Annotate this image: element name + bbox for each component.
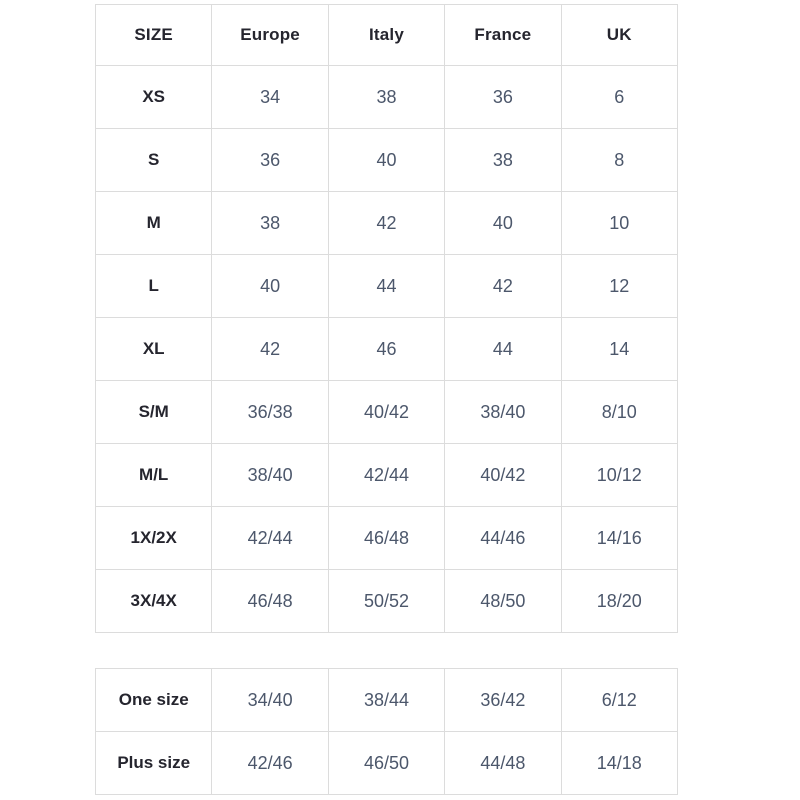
column-header-italy: Italy xyxy=(328,5,444,66)
cell-europe: 40 xyxy=(212,255,328,318)
row-label: M xyxy=(96,192,212,255)
cell-italy: 46 xyxy=(328,318,444,381)
column-header-france: France xyxy=(445,5,561,66)
size-conversion-table xyxy=(95,4,678,633)
cell-europe: 38/40 xyxy=(212,444,328,507)
cell-france: 44/48 xyxy=(445,732,561,795)
table-row-one-size xyxy=(96,669,678,732)
cell-uk: 10 xyxy=(561,192,677,255)
cell-france: 38/40 xyxy=(445,381,561,444)
cell-france: 48/50 xyxy=(445,570,561,633)
row-label: L xyxy=(96,255,212,318)
cell-italy: 46/50 xyxy=(328,732,444,795)
cell-uk: 18/20 xyxy=(561,570,677,633)
cell-uk: 8 xyxy=(561,129,677,192)
table-row-plus-size xyxy=(96,732,678,795)
cell-europe: 36 xyxy=(212,129,328,192)
cell-france: 36/42 xyxy=(445,669,561,732)
cell-france: 38 xyxy=(445,129,561,192)
cell-italy: 50/52 xyxy=(328,570,444,633)
cell-italy: 38 xyxy=(328,66,444,129)
cell-france: 40/42 xyxy=(445,444,561,507)
table-row-m-l xyxy=(96,444,678,507)
table-row-xl xyxy=(96,318,678,381)
table-row-s-m xyxy=(96,381,678,444)
one-size-plus-size-table xyxy=(95,668,678,795)
table-row-xs xyxy=(96,66,678,129)
table-row-l xyxy=(96,255,678,318)
column-header-size: SIZE xyxy=(96,5,212,66)
cell-europe: 34/40 xyxy=(212,669,328,732)
cell-italy: 38/44 xyxy=(328,669,444,732)
cell-europe: 46/48 xyxy=(212,570,328,633)
cell-europe: 38 xyxy=(212,192,328,255)
cell-france: 44 xyxy=(445,318,561,381)
cell-uk: 6 xyxy=(561,66,677,129)
cell-europe: 36/38 xyxy=(212,381,328,444)
cell-europe: 34 xyxy=(212,66,328,129)
cell-uk: 14/16 xyxy=(561,507,677,570)
row-label: M/L xyxy=(96,444,212,507)
cell-france: 42 xyxy=(445,255,561,318)
cell-uk: 10/12 xyxy=(561,444,677,507)
row-label: 1X/2X xyxy=(96,507,212,570)
cell-france: 36 xyxy=(445,66,561,129)
cell-italy: 40/42 xyxy=(328,381,444,444)
row-label: 3X/4X xyxy=(96,570,212,633)
cell-uk: 12 xyxy=(561,255,677,318)
header-row xyxy=(96,5,678,66)
row-label: S xyxy=(96,129,212,192)
row-label: One size xyxy=(96,669,212,732)
table-row-m xyxy=(96,192,678,255)
cell-uk: 6/12 xyxy=(561,669,677,732)
cell-italy: 44 xyxy=(328,255,444,318)
row-label: XS xyxy=(96,66,212,129)
cell-france: 40 xyxy=(445,192,561,255)
row-label: S/M xyxy=(96,381,212,444)
cell-italy: 40 xyxy=(328,129,444,192)
row-label: Plus size xyxy=(96,732,212,795)
cell-uk: 8/10 xyxy=(561,381,677,444)
row-label: XL xyxy=(96,318,212,381)
table-row-1x-2x xyxy=(96,507,678,570)
cell-italy: 42/44 xyxy=(328,444,444,507)
column-header-uk: UK xyxy=(561,5,677,66)
cell-italy: 46/48 xyxy=(328,507,444,570)
table-row-3x-4x xyxy=(96,570,678,633)
table-row-s xyxy=(96,129,678,192)
cell-france: 44/46 xyxy=(445,507,561,570)
cell-europe: 42 xyxy=(212,318,328,381)
cell-uk: 14 xyxy=(561,318,677,381)
cell-europe: 42/46 xyxy=(212,732,328,795)
cell-uk: 14/18 xyxy=(561,732,677,795)
cell-europe: 42/44 xyxy=(212,507,328,570)
column-header-europe: Europe xyxy=(212,5,328,66)
cell-italy: 42 xyxy=(328,192,444,255)
